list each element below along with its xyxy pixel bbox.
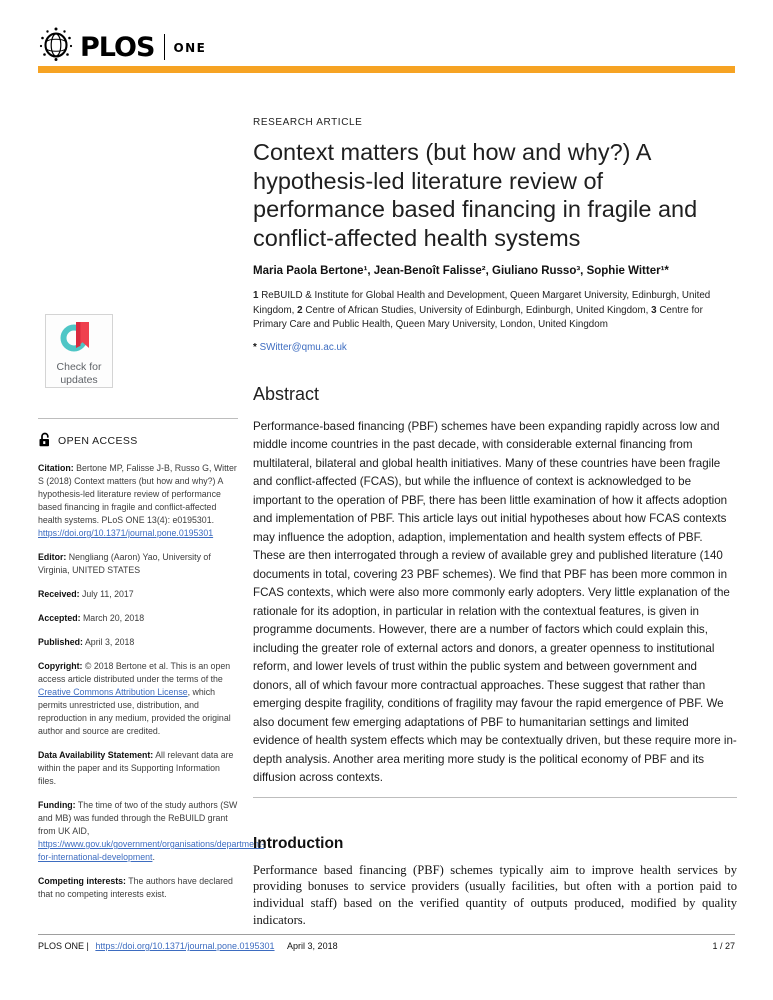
published-date: April 3, 2018 [84, 637, 135, 647]
accepted-date: March 20, 2018 [82, 613, 145, 623]
published-label: Published: [38, 637, 83, 647]
logo-divider [164, 34, 165, 60]
data-availability-block [38, 749, 238, 788]
competing-interests-block [38, 875, 238, 901]
article-body [253, 117, 737, 929]
affiliation-1-text: ReBUILD & Institute for Global Health and Development, Queen Margaret University, Edinburgh, United Kingdom, [253, 290, 711, 316]
author-list: Maria Paola Bertone¹, Jean-Benoît Falisse², Giuliano Russo³, Sophie Witter¹* [253, 265, 669, 277]
crossmark-icon [59, 321, 99, 358]
data-availability-text: All relevant data are within the paper and its Supporting Information files. [38, 750, 234, 786]
funding-text: The time of two of the study authors (SW and MB) was funded through the ReBUILD grant from UK AID, [38, 800, 238, 836]
editor-block [38, 551, 238, 577]
corresponding-author-line [253, 342, 737, 353]
plos-one-logo [38, 28, 206, 66]
article-title: Context matters (but how and why?) A hypothesis-led literature review of performance based financing in fragile and conflict-affected health systems [253, 139, 698, 251]
accepted-label: Accepted: [38, 613, 81, 623]
editor-label: Editor: [38, 552, 67, 562]
plos-wordmark: PLOS [80, 31, 155, 63]
copyright-text: © 2018 Bertone et al. This is an open access article distributed under the terms of the [38, 661, 231, 684]
copyright-text-after: , which permits unrestricted use, distribution, and reproduction in any medium, provided the original author and source are credited. [38, 687, 231, 736]
received-date: July 11, 2017 [82, 589, 134, 599]
corresponding-author-mark: * [253, 341, 257, 353]
competing-interests-label: Competing interests: [38, 876, 126, 886]
open-lock-icon [38, 432, 52, 451]
header-accent-bar [38, 66, 735, 73]
introduction-text: Performance based financing (PBF) schemes typically aim to improve health services by providing bonuses to service providers (usually facilities, but often with a portion paid to individual staff) based on the verified quantity of outputs produced, modified by quality indicators. [253, 862, 737, 927]
funding-url-link[interactable]: https://www.gov.uk/government/organisations/department-for-international-development [38, 839, 265, 862]
corresponding-author-email-link[interactable]: SWitter@qmu.ac.uk [259, 341, 347, 353]
introduction-heading: Introduction [253, 834, 344, 852]
footer-divider [38, 934, 735, 935]
footer-doi-link[interactable]: https://doi.org/10.1371/journal.pone.0195301 [95, 941, 275, 951]
check-for-updates-label: Check for updates [56, 361, 102, 386]
affiliation-1-number: 1 [253, 290, 259, 301]
citation-doi-link[interactable]: https://doi.org/10.1371/journal.pone.0195301 [38, 528, 214, 538]
funding-text-after: . [152, 852, 155, 862]
abstract-heading: Abstract [253, 383, 320, 404]
check-for-updates-badge[interactable] [45, 314, 113, 388]
footer-date: April 3, 2018 [287, 941, 338, 951]
funding-label: Funding: [38, 800, 76, 810]
copyright-label: Copyright: [38, 661, 83, 671]
published-block [38, 636, 238, 649]
citation-label: Citation: [38, 463, 74, 473]
data-availability-label: Data Availability Statement: [38, 750, 154, 760]
editor-text: Nengliang (Aaron) Yao, University of Virginia, UNITED STATES [38, 552, 211, 575]
affiliation-2-text: Centre of African Studies, University of Edinburgh, Edinburgh, United Kingdom, [305, 304, 652, 316]
open-access-label: OPEN ACCESS [58, 435, 138, 447]
plos-globe-icon [38, 26, 74, 69]
abstract-text: Performance-based financing (PBF) schemes have been expanding rapidly across low and middle income countries in the past decade, with considerable external financing from multilateral, bilateral and global health initiatives. Many of these countries have been fragile and conflict-affected (FCAS), but while the influence of context is acknowledged to be important to the operation of PBF, there has been little examination of how it affects adoption and implementation of PBF. This article lays out initial hypotheses about how FCAS contexts may influence the adoption, adaption, implementation and health system effects of PBF. These are then interrogated through a review of available grey and published literature (140 documents in total, covering 23 PBF schemes). We find that PBF has been more common in FCAS contexts, which were also more commonly early adopters. Very little explanation of the rationale for its adoption, in particular in relation with the contextual features, is given in programme documents. However, there are a number of factors which could explain this, including the greater role of external actors and donors, a greater openness to institutional reform, and lower levels of trust within the public system and between government and donors, all of which favour more contractual approaches. These suggest that rather than emerging despite fragility, conditions of fragility may favour the rapid emergence of PBF. We also document few emerging adaptations of PBF to humanitarian settings and limited evidence of health system effects which may be contextually driven, but these require more in-depth analysis. Another area meriting more study is the political economy of PBF and its diffusion across contexts. [253, 419, 737, 784]
abstract-divider [253, 797, 737, 798]
copyright-block [38, 660, 238, 738]
open-access-row [38, 432, 238, 451]
accepted-block [38, 612, 238, 625]
affiliation-2-number: 2 [297, 304, 303, 316]
journal-name: ONE [173, 41, 207, 55]
article-metadata-sidebar [38, 418, 265, 901]
footer-journal-name: PLOS ONE | [38, 941, 89, 951]
affiliation-3-number: 3 [651, 304, 657, 316]
footer-left [38, 941, 342, 951]
cc-license-link[interactable]: Creative Commons Attribution License [38, 687, 188, 697]
affiliations [253, 289, 737, 333]
article-type-kicker: RESEARCH ARTICLE [253, 117, 363, 128]
page-footer [38, 941, 735, 951]
received-block [38, 588, 238, 601]
citation-block [38, 462, 238, 540]
footer-page-number: 1 / 27 [712, 941, 735, 951]
affiliation-3-text: Centre for Primary Care and Public Health, Queen Mary University, London, United Kingdom [253, 304, 703, 330]
received-label: Received: [38, 589, 80, 599]
funding-block [38, 799, 265, 864]
citation-text: Bertone MP, Falisse J-B, Russo G, Witter S (2018) Context matters (but how and why?) A hypothesis-led literature review of performance based financing in fragile and conflict-affected health systems. PLoS ONE 13(4): e0195301. [38, 463, 237, 525]
competing-interests-text: The authors have declared that no competing interests exist. [38, 876, 233, 899]
